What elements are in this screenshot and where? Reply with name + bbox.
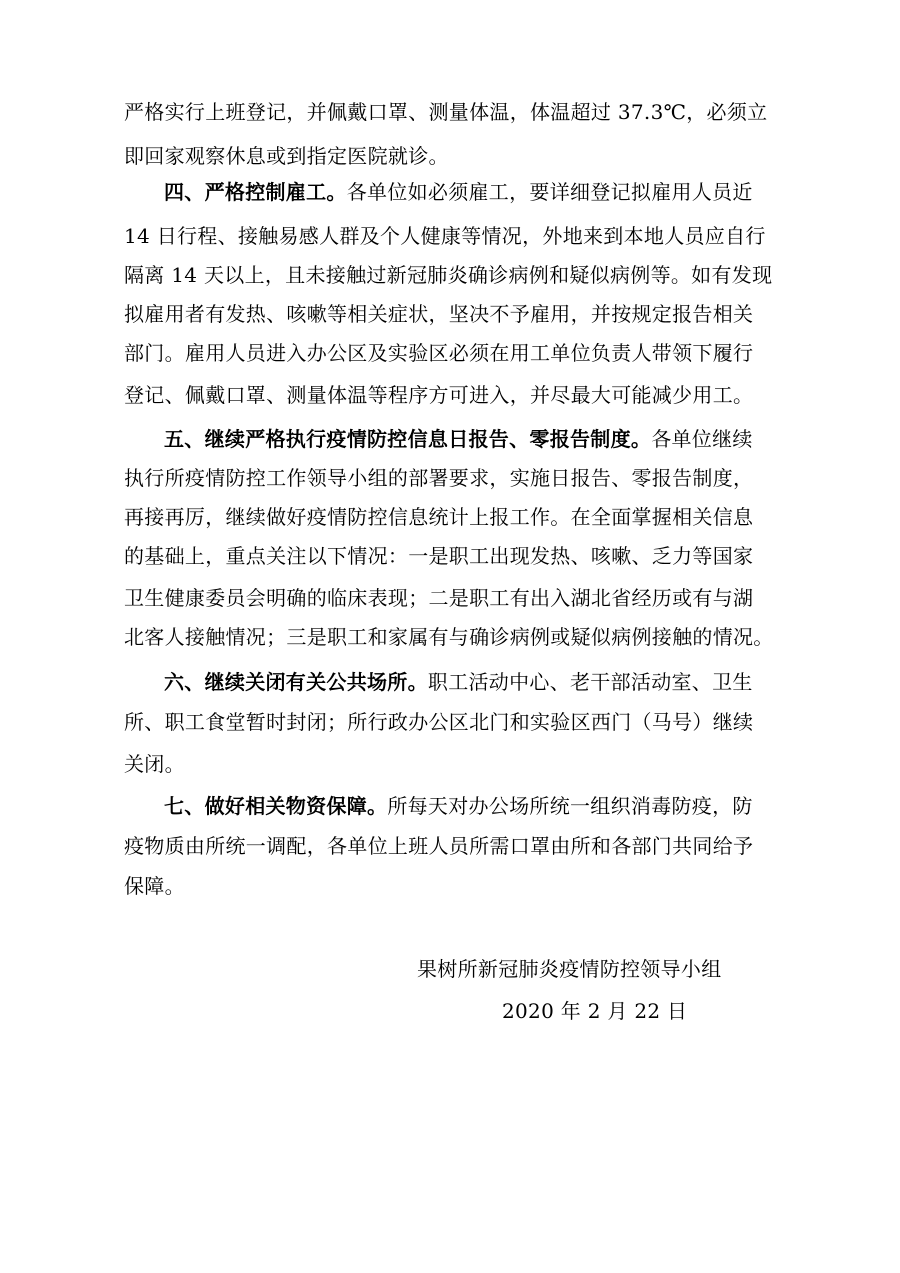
paragraph-line: 拟雇用者有发热、咳嗽等相关症状，坚决不予雇用，并按规定报告相关: [124, 302, 754, 326]
section-6-first-text: 职工活动中心、老干部活动室、卫生: [427, 670, 753, 694]
section-4-first-line: [164, 178, 804, 206]
paragraph-line: 卫生健康委员会明确的临床表现；二是职工有出入湖北省经历或有与湖: [124, 586, 754, 610]
section-6-heading: 六、继续关闭有关公共场所。: [164, 670, 428, 694]
section-7-heading: 七、做好相关物资保障。: [164, 794, 388, 818]
paragraph-line: 14 日行程、接触易感人群及个人健康等情况，外地来到本地人员应自行: [124, 224, 766, 248]
paragraph-line: 严格实行上班登记，并佩戴口罩、测量体温，体温超过 37.3℃，必须立: [124, 100, 768, 124]
paragraph-line: 所、职工食堂暂时封闭；所行政办公区北门和实验区西门（马号）继续: [124, 710, 754, 734]
section-7-first-text: 所每天对办公场所统一组织消毒防疫，防: [387, 794, 753, 818]
paragraph-line: 部门。雇用人员进入办公区及实验区必须在用工单位负责人带领下履行: [124, 341, 754, 365]
paragraph-line: 登记、佩戴口罩、测量体温等程序方可进入，并尽最大可能减少用工。: [124, 383, 754, 407]
paragraph-line: 执行所疫情防控工作领导小组的部署要求，实施日报告、零报告制度，: [124, 466, 754, 490]
paragraph-line: 北客人接触情况；三是职工和家属有与确诊病例或疑似病例接触的情况。: [124, 625, 774, 649]
section-5-first-line: [164, 425, 804, 453]
paragraph-line: 关闭。: [124, 752, 185, 776]
paragraph-line: 的基础上，重点关注以下情况：一是职工出现发热、咳嗽、乏力等国家: [124, 544, 754, 568]
section-6-first-line: [164, 668, 804, 696]
section-5-first-text: 各单位继续: [651, 427, 753, 451]
section-4-first-text: 各单位如必须雇工，要详细登记拟雇用人员近: [346, 180, 753, 204]
signature-org: 果树所新冠肺炎疫情防控领导小组: [417, 957, 722, 981]
signature-date: 2020 年 2 月 22 日: [502, 999, 688, 1023]
paragraph-line: 即回家观察休息或到指定医院就诊。: [124, 144, 449, 168]
paragraph-line: 保障。: [124, 874, 185, 898]
paragraph-line: 隔离 14 天以上，且未接触过新冠肺炎确诊病例和疑似病例等。如有发现: [124, 263, 773, 287]
section-4-heading: 四、严格控制雇工。: [164, 180, 347, 204]
paragraph-line: 再接再厉，继续做好疫情防控信息统计上报工作。在全面掌握相关信息: [124, 505, 754, 529]
paragraph-line: 疫物质由所统一调配，各单位上班人员所需口罩由所和各部门共同给予: [124, 834, 754, 858]
section-7-first-line: [164, 792, 804, 820]
section-5-heading: 五、继续严格执行疫情防控信息日报告、零报告制度。: [164, 427, 652, 451]
